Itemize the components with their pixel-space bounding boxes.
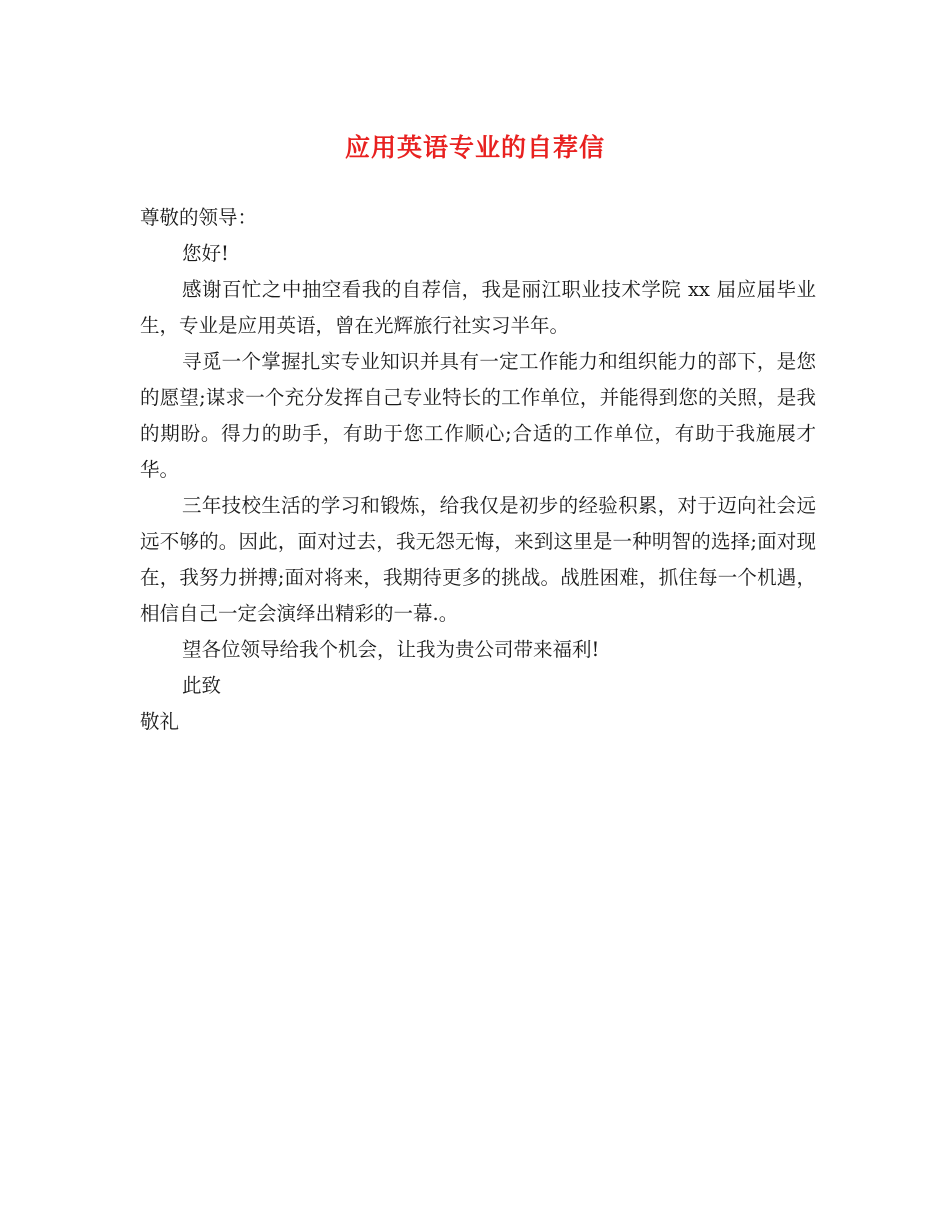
paragraph-request: 望各位领导给我个机会，让我为贵公司带来福利! (182, 638, 600, 661)
salutation: 尊敬的领导： (140, 206, 258, 229)
paragraph-wish: 寻觅一个掌握扎实专业知识并具有一定工作能力和组织能力的部下，是您的愿望;谋求一个充分发挥自己专业特长的工作单位，并能得到您的关照，是我的期盼。得力的助手，有助于您工作顺心;合适的工作单位，有助于我施展才华。 (140, 350, 816, 481)
greeting: 您好! (182, 242, 229, 265)
closing: 此致 (182, 674, 222, 697)
paragraph-intro: 感谢百忙之中抽空看我的自荐信，我是丽江职业技术学院 xx 届应届毕业生，专业是应用英语，曾在光辉旅行社实习半年。 (140, 278, 816, 337)
regards: 敬礼 (140, 710, 180, 733)
document-title: 应用英语专业的自荐信 (344, 133, 605, 162)
paragraph-experience: 三年技校生活的学习和锻炼，给我仅是初步的经验积累，对于迈向社会远远不够的。因此，面对过去，我无怨无悔，来到这里是一种明智的选择;面对现在，我努力拼搏;面对将来，我期待更多的挑战。战胜困难，抓住每一个机遇，相信自己一定会演绎出精彩的一幕.。 (140, 494, 816, 625)
letter-body (140, 200, 816, 740)
